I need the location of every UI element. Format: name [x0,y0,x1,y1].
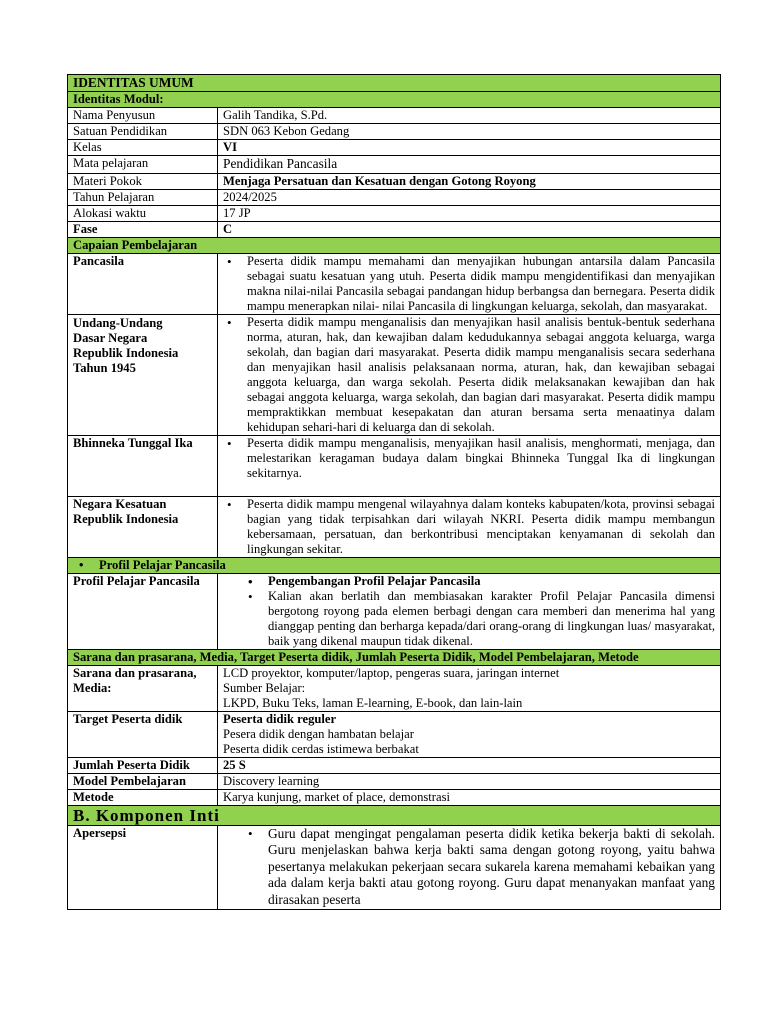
label-apersepsi: Apersepsi [68,825,218,909]
value-materi-pokok: Menjaga Persatuan dan Kesatuan dengan Gotong Royong [218,173,721,189]
row-tahun-pelajaran [68,189,721,205]
row-metode [68,789,721,805]
label-alokasi-waktu: Alokasi waktu [68,205,218,221]
label-mata-pelajaran: Mata pelajaran [68,156,218,174]
label-metode: Metode [68,789,218,805]
label-sarana-media: Sarana dan prasarana, Media: [68,665,218,711]
label-profil: Profil Pelajar Pancasila [68,573,218,649]
value-satuan-pendidikan: SDN 063 Kebon Gedang [218,124,721,140]
row-target [68,711,721,757]
section-capaian [68,237,721,253]
label-cp-uud-cell [68,314,218,435]
row-alokasi-waktu [68,205,721,221]
section-profil [68,557,721,573]
value-tahun-pelajaran: 2024/2025 [218,189,721,205]
row-profil [68,573,721,649]
value-mata-pelajaran: Pendidikan Pancasila [218,156,721,174]
row-fase [68,221,721,237]
value-model: Discovery learning [218,773,721,789]
identitas-title: IDENTITAS UMUM [73,75,194,90]
media-line-1: LCD proyektor, komputer/laptop, pengeras suara, jaringan internet [223,665,560,680]
section-identitas-modul [68,92,721,108]
value-nama-penyusun: Galih Tandika, S.Pd. [218,108,721,124]
row-nama-penyusun [68,108,721,124]
row-mata-pelajaran [68,156,721,174]
profil-title: • Profil Pelajar Pancasila [73,558,715,573]
label-kelas: Kelas [68,140,218,156]
target-line-1: Pesera didik dengan hambatan belajar [223,726,414,741]
label-model: Model Pembelajaran [68,773,218,789]
row-apersepsi [68,825,721,909]
media-line-3: LKPD, Buku Teks, laman E-learning, E-book, dan lain-lain [223,695,523,710]
text-cp-nkri: • Peserta didik mampu mengenal wilayahnya dalam konteks kabupaten/kota, provinsi sebagai bagian yang tidak terpisahkan dari wilayah NKRI. Peserta didik mampu membangun kebersamaan, persatuan, dan berkontribusi menciptakan kenyamanan di sekolah dan lingkungan sekitar. [223,497,715,557]
value-fase: C [218,221,721,237]
row-satuan-pendidikan [68,124,721,140]
row-kelas [68,140,721,156]
profil-text: • Kalian akan berlatih dan membiasakan karakter Profil Pelajar Pancasila dimensi bergotong royong pada elemen berbagi dengan cara memberi dan menerima hal yang dianggap penting dan berharga kepada/dari orang-orang di lingkungan luas/ masyarakat, baik yang dikenal maupun tidak dikenal. [223,589,715,649]
media-line-2: Sumber Belajar: [223,680,306,695]
row-materi-pokok [68,173,721,189]
label-cp-nkri: Negara Kesatuan Republik Indonesia [68,496,218,557]
row-model [68,773,721,789]
label-jumlah: Jumlah Peserta Didik [68,757,218,773]
label-cp-bhinneka: Bhinneka Tunggal Ika [68,435,218,496]
row-cp-bhinneka [68,435,721,496]
label-nama-penyusun: Nama Penyusun [68,108,218,124]
label-satuan-pendidikan: Satuan Pendidikan [68,124,218,140]
value-alokasi-waktu: 17 JP [218,205,721,221]
label-materi-pokok: Materi Pokok [68,173,218,189]
text-cp-pancasila: • Peserta didik mampu memahami dan menyajikan hubungan antarsila dalam Pancasila sebagai suatu kesatuan yang utuh. Peserta didik mampu mengidentifikasi dan menyajikan makna nilai-nilai Pancasila sebagai pandangan hidup berbangsa dan bernegara. Peserta didik mampu menerapkan nilai- nilai Pancasila di lingkungan keluarga, sekolah, dan masyarakat. [223,254,715,314]
label-cp-uud: Undang-Undang Dasar Negara Republik Indonesia Tahun 1945 [73,315,179,375]
profil-heading: • Pengembangan Profil Pelajar Pancasila [223,574,715,589]
row-cp-nkri [68,496,721,557]
row-cp-pancasila [68,253,721,314]
capaian-title: Capaian Pembelajaran [73,237,198,252]
value-kelas: VI [218,140,721,156]
section-komponen-inti: B. Komponen Inti [68,805,721,825]
text-apersepsi: • Guru dapat mengingat pengalaman peserta didik ketika bekerja bakti di sekolah. Guru menjelaskan bahwa kerja bakti sama dengan gotong royong, yaitu bahwa pesertanya melakukan pekerjaan secara sukarela karena memahami kebaikan yang ada dalam kerja bakti atau gotong royong. Guru dapat menanyakan manfaat yang dirasakan peserta [223,826,715,909]
module-table [67,74,721,910]
row-jumlah [68,757,721,773]
row-sarana-media [68,665,721,711]
target-line-2: Peserta didik cerdas istimewa berbakat [223,741,419,756]
value-jumlah: 25 S [218,757,721,773]
target-heading: Peserta didik reguler [223,711,337,726]
section-identitas-umum [68,75,721,92]
section-sarana: Sarana dan prasarana, Media, Target Peserta didik, Jumlah Peserta Didik, Model Pembelajaran, Metode [68,649,721,665]
label-cp-pancasila: Pancasila [68,253,218,314]
label-fase: Fase [68,221,218,237]
label-target: Target Peserta didik [68,711,218,757]
text-cp-bhinneka: • Peserta didik mampu menganalisis, menyajikan hasil analisis, menghormati, menjaga, dan melestarikan keragaman budaya dalam bingkai Bhinneka Tunggal Ika di lingkungan sekitarnya. [223,436,715,481]
text-cp-uud: • Peserta didik mampu menganalisis dan menyajikan hasil analisis bentuk-bentuk sederhana norma, aturan, hak, dan kewajiban dalam kedudukannya sebagai anggota keluarga, warga sekolah, dan bagian dari masyarakat. Peserta didik mampu menganalisis secara sederhana dan menyajikan hasil analisis pelaksanaan norma, aturan, hak, dan kewajiban sebagai anggota keluarga, dan warga sekolah. Peserta didik melaksanakan kewajiban dan hak sebagai anggota keluarga, warga sekolah, dan bagian dari masyarakat. Peserta didik mampu mempraktikkan membuat kesepakatan dan aturan bersama serta menaatinya dalam kehidupan sehari-hari di keluarga dan di sekolah. [223,315,715,435]
row-cp-uud [68,314,721,435]
value-metode: Karya kunjung, market of place, demonstrasi [218,789,721,805]
identitas-subtitle: Identitas Modul: [73,92,164,106]
label-tahun-pelajaran: Tahun Pelajaran [68,189,218,205]
